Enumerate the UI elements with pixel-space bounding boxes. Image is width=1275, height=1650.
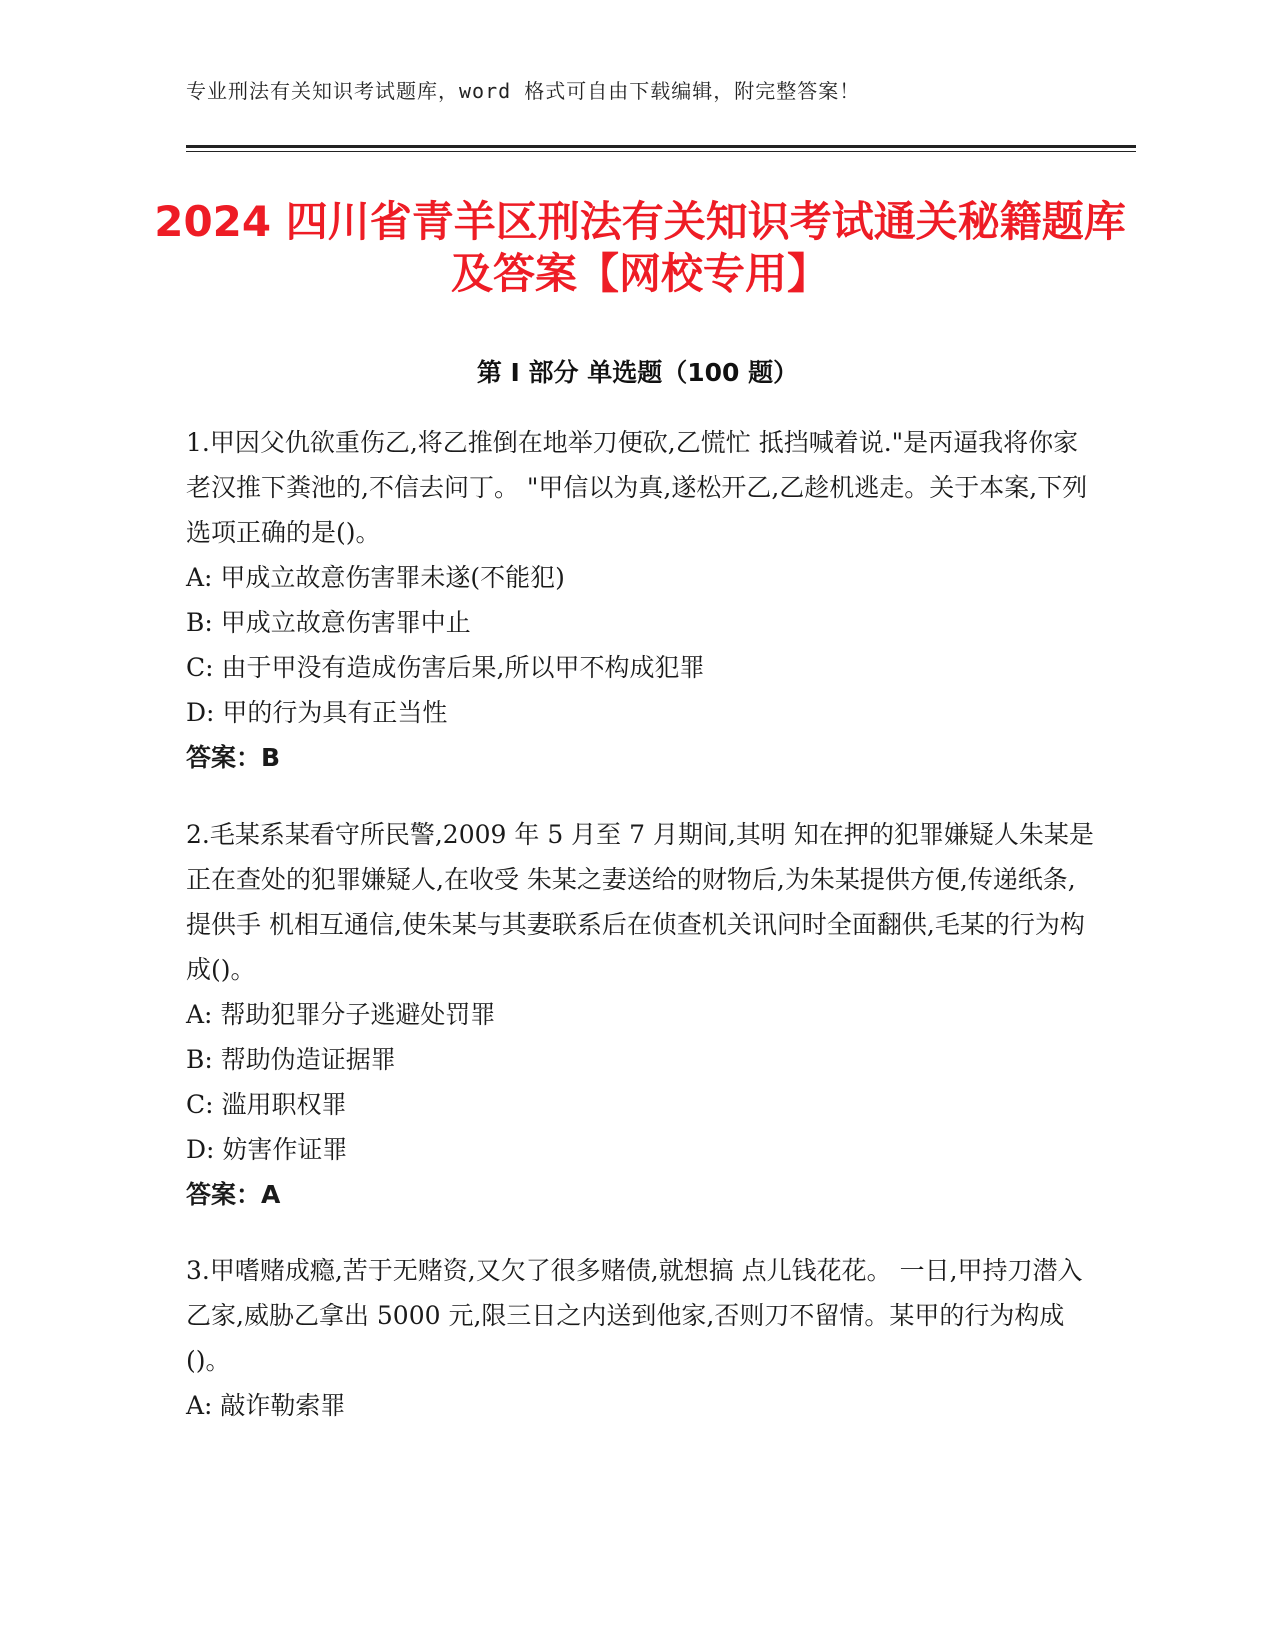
option-a: A: 敲诈勒索罪 [186, 1391, 346, 1420]
option-b: B: 帮助伪造证据罪 [186, 1045, 396, 1074]
option-d: D: 妨害作证罪 [186, 1135, 348, 1164]
question-stem: 1.甲因父仇欲重伤乙,将乙推倒在地举刀便砍,乙慌忙 抵挡喊着说."是丙逼我将你家老汉推下粪池的,不信去问丁。 "甲信以为真,遂松开乙,乙趁机逃走。关于本案,下列选项正确的是()。 [186, 428, 1088, 547]
header-note: 专业刑法有关知识考试题库，word 格式可自由下载编辑，附完整答案！ [186, 79, 861, 103]
option-d: D: 甲的行为具有正当性 [186, 698, 448, 727]
answer: 答案：A [186, 1180, 281, 1209]
option-c: C: 由于甲没有造成伤害后果,所以甲不构成犯罪 [186, 653, 705, 682]
header-rule [186, 145, 1136, 148]
section-title: 第 I 部分 单选题（100 题） [476, 358, 799, 387]
option-b: B: 甲成立故意伤害罪中止 [186, 608, 471, 637]
option-c: C: 滥用职权罪 [186, 1090, 347, 1119]
option-a: A: 帮助犯罪分子逃避处罚罪 [186, 1000, 496, 1029]
answer: 答案：B [186, 743, 281, 772]
question-stem: 3.甲嗜赌成瘾,苦于无赌资,又欠了很多赌债,就想搞 点儿钱花花。 一日,甲持刀潜入乙家,威胁乙拿出 5000 元,限三日之内送到他家,否则刀不留情。某甲的行为构成()。 [186, 1256, 1083, 1375]
question-stem: 2.毛某系某看守所民警,2009 年 5 月至 7 月期间,其明 知在押的犯罪嫌疑人朱某是正在查处的犯罪嫌疑人,在收受 朱某之妻送给的财物后,为朱某提供方便,传递纸条,提供手 机相互通信,使朱某与其妻联系后在侦查机关讯问时全面翻供,毛某的行为构成()。 [186, 820, 1094, 984]
question-1 [186, 420, 1096, 780]
question-3 [186, 1248, 1096, 1428]
option-a: A: 甲成立故意伤害罪未遂(不能犯) [186, 563, 565, 592]
document-title: 2024 四川省青羊区刑法有关知识考试通关秘籍题库及答案【网校专用】 [154, 197, 1126, 298]
question-2 [186, 812, 1096, 1217]
header-rule-thin [186, 151, 1136, 152]
